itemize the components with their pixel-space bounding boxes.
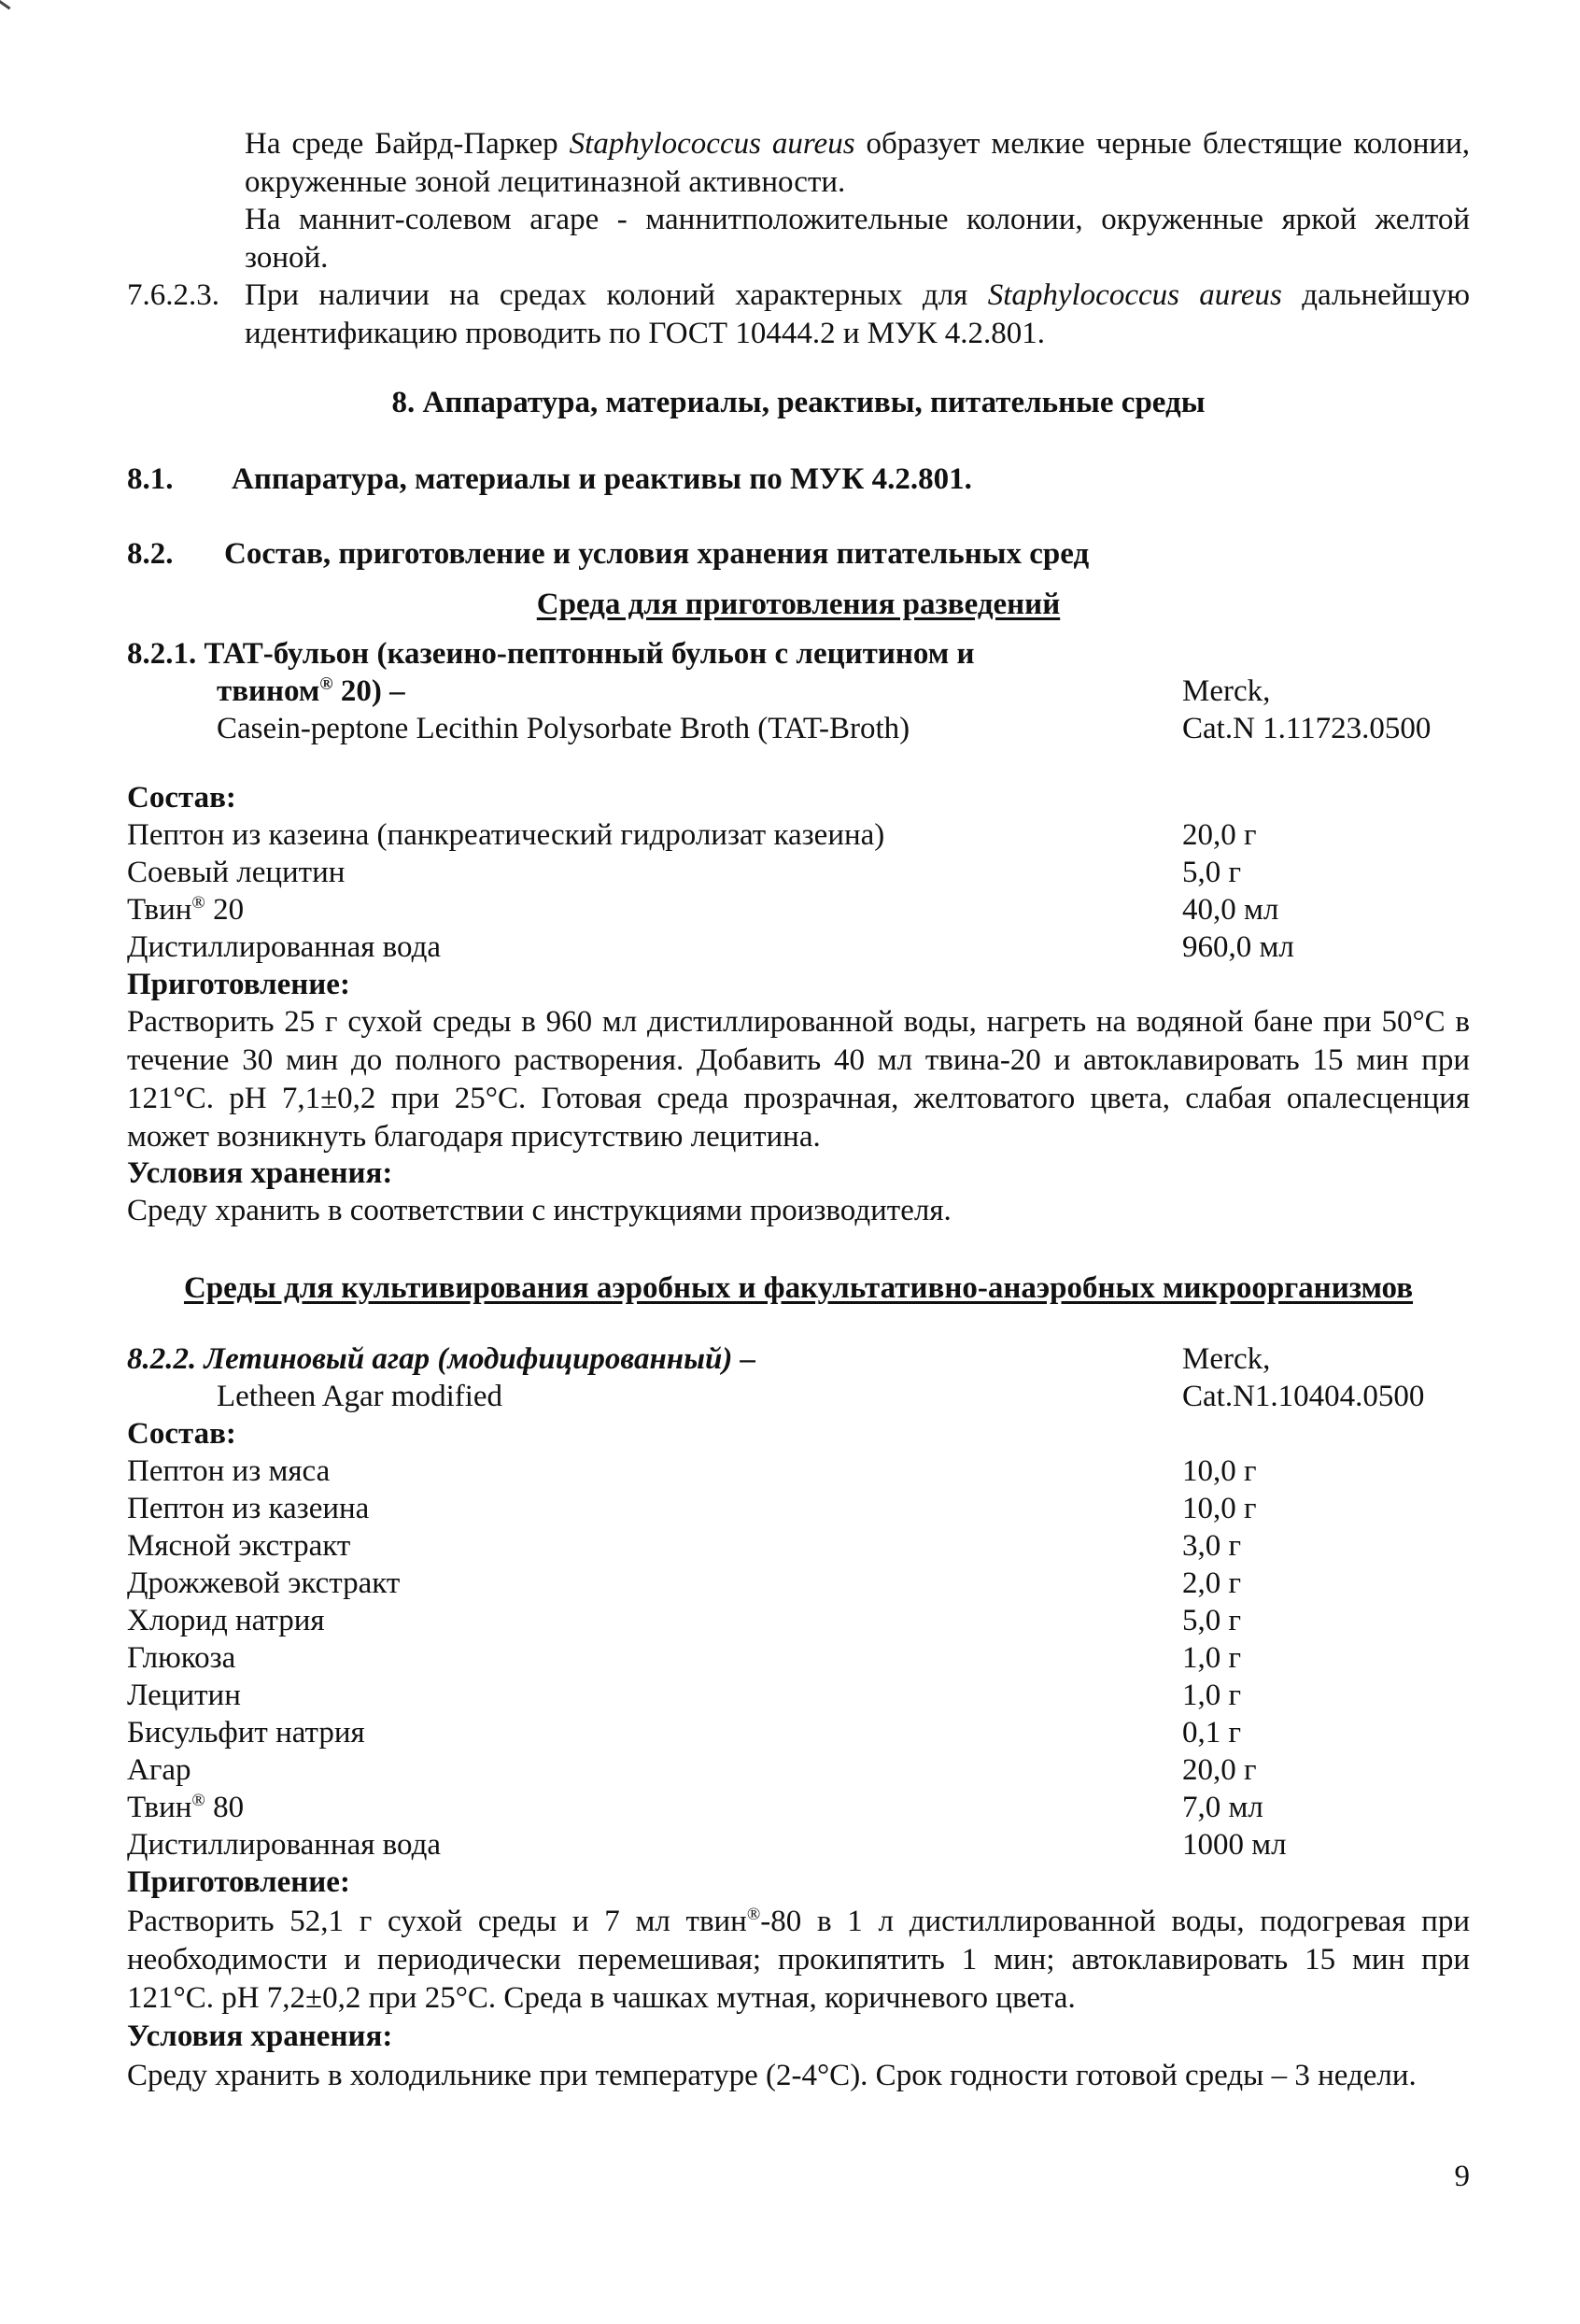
paragraph-identification <box>245 276 1470 353</box>
storage-label: Условия хранения: <box>127 1156 393 1190</box>
ingredient-amount: 960,0 мл <box>1182 930 1294 964</box>
ingredient-amount: 10,0 г <box>1182 1454 1257 1488</box>
catalog-number: Cat.N1.10404.0500 <box>1182 1380 1425 1413</box>
english-name: Letheen Agar modified <box>217 1380 503 1413</box>
storage-text: Среду хранить в холодильнике при температуре (2-4°С). Срок годности готовой среды – 3 недели. <box>127 2059 1417 2092</box>
ingredient-text: 80 <box>205 1791 245 1824</box>
ingredient-name: Дистиллированная вода <box>127 1828 442 1862</box>
paragraph-mannitol-salt-agar: На маннит-солевом агаре - маннитположительные колонии, окруженные яркой желтой зоной. <box>245 203 1470 275</box>
ingredient-amount: 5,0 г <box>1182 856 1242 889</box>
paragraph-text: На среде Байрд-Паркер <box>245 127 570 161</box>
ingredient-amount: 1,0 г <box>1182 1679 1242 1712</box>
ingredient-name: Лецитин <box>127 1679 241 1712</box>
species-name: Staphylococcus aureus <box>569 127 855 161</box>
ingredient-amount: 2,0 г <box>1182 1566 1242 1600</box>
registered-mark: ® <box>191 1791 205 1810</box>
section-heading: Состав, приготовление и условия хранения питательных сред <box>224 537 1090 571</box>
page-number: 9 <box>1454 2160 1470 2193</box>
preparation-text <box>127 1903 1470 2018</box>
section-title: 8. Аппаратура, материалы, реактивы, питательные среды <box>391 386 1206 419</box>
composition-label: Состав: <box>127 781 236 815</box>
ingredient-amount: 20,0 г <box>1182 818 1257 852</box>
medium-title-line2 <box>217 673 405 711</box>
english-name: Casein-peptone Lecithin Polysorbate Broth (TAT-Broth) <box>217 712 910 745</box>
ingredient-amount: 3,0 г <box>1182 1529 1242 1563</box>
composition-label: Состав: <box>127 1417 236 1451</box>
preparation-label: Приготовление: <box>127 1865 350 1899</box>
ingredient-name: Пептон из казеина <box>127 1492 370 1525</box>
ingredient-amount: 1,0 г <box>1182 1641 1242 1675</box>
paragraph-text: дальнейшую идентификацию проводить по ГОСТ 10444.2 и МУК 4.2.801. <box>245 278 1470 350</box>
supplier: Merck, <box>1182 674 1271 708</box>
ingredient-amount: 7,0 мл <box>1182 1791 1263 1824</box>
ingredient-name: Пептон из казеина (панкреатический гидролизат казеина) <box>127 818 885 852</box>
scan-mark <box>0 0 10 9</box>
medium-title: 8.2.2. Летиновый агар (модифицированный) – <box>127 1342 756 1376</box>
storage-label: Условия хранения: <box>127 2019 393 2053</box>
section-number: 8.2. <box>127 537 174 571</box>
ingredient-name: Мясной экстракт <box>127 1529 351 1563</box>
paragraph-baird-parker <box>245 125 1470 202</box>
ingredient-name: Пептон из мяса <box>127 1454 331 1488</box>
registered-mark: ® <box>191 893 205 913</box>
catalog-number: Cat.N 1.11723.0500 <box>1182 712 1432 745</box>
storage-text: Среду хранить в соответствии с инструкциями производителя. <box>127 1194 952 1227</box>
paragraph-text: образует мелкие черные блестящие колонии, окруженные зоной лецитиназной активности. <box>245 127 1471 199</box>
ingredient-text: 20 <box>205 893 245 927</box>
species-name: Staphylococcus aureus <box>987 278 1282 312</box>
ingredient-amount: 5,0 г <box>1182 1604 1242 1637</box>
medium-title-text: 20) – <box>332 674 405 708</box>
ingredient-name: Хлорид натрия <box>127 1604 325 1637</box>
medium-title: 8.2.1. ТАТ-бульон (казеино-пептонный бульон с лецитином и <box>127 637 975 671</box>
ingredient-name: Соевый лецитин <box>127 856 346 889</box>
section-heading: Аппаратура, материалы и реактивы по МУК 4.2.801. <box>232 462 972 496</box>
ingredient-amount: 10,0 г <box>1182 1492 1257 1525</box>
ingredient-text: Твин <box>127 1791 192 1824</box>
paragraph-text: При наличии на средах колоний характерных для <box>245 278 988 312</box>
registered-mark: ® <box>319 674 333 694</box>
subheading-dilution-medium: Среда для приготовления разведений <box>536 588 1061 621</box>
ingredient-name: Дрожжевой экстракт <box>127 1566 401 1600</box>
ingredient-name: Глюкоза <box>127 1641 236 1675</box>
ingredient-name: Агар <box>127 1753 191 1787</box>
section-number: 8.1. <box>127 462 174 496</box>
medium-title-text: твином <box>217 674 320 708</box>
registered-mark: ® <box>746 1905 761 1924</box>
ingredient-amount: 1000 мл <box>1182 1828 1287 1862</box>
ingredient-name <box>127 891 244 929</box>
preparation-label: Приготовление: <box>127 968 350 1001</box>
ingredient-amount: 20,0 г <box>1182 1753 1257 1787</box>
ingredient-text: Твин <box>127 893 192 927</box>
ingredient-amount: 0,1 г <box>1182 1716 1242 1750</box>
item-number: 7.6.2.3. <box>127 278 219 312</box>
preparation-text-part: Растворить 52,1 г сухой среды и 7 мл твин <box>127 1905 747 1938</box>
subheading-cultivation-media: Среды для культивирования аэробных и факультативно-анаэробных микроорганизмов <box>183 1271 1414 1305</box>
preparation-text: Растворить 25 г сухой среды в 960 мл дистиллированной воды, нагреть на водяной бане при 50°С в течение 30 мин до полного растворения. Добавить 40 мл твина-20 и автоклавировать 15 мин при 121°С. рН 7,1±0,2 при 25°С. Готовая среда прозрачная, желтоватого цвета, слабая опалесценция может возникнуть благодаря присутствию лецитина. <box>127 1005 1470 1154</box>
ingredient-amount: 40,0 мл <box>1182 893 1279 927</box>
ingredient-name: Бисульфит натрия <box>127 1716 365 1750</box>
supplier: Merck, <box>1182 1342 1271 1376</box>
preparation-text-part: -80 в 1 л дистиллированной воды, подогревая при необходимости и периодически перемешивая; прокипятить 1 мин; автоклавировать 15 мин при 121°С. рН 7,2±0,2 при 25°С. Среда в чашках мутная, коричневого цвета. <box>127 1905 1470 2015</box>
ingredient-name: Дистиллированная вода <box>127 930 442 964</box>
ingredient-name <box>127 1789 244 1827</box>
